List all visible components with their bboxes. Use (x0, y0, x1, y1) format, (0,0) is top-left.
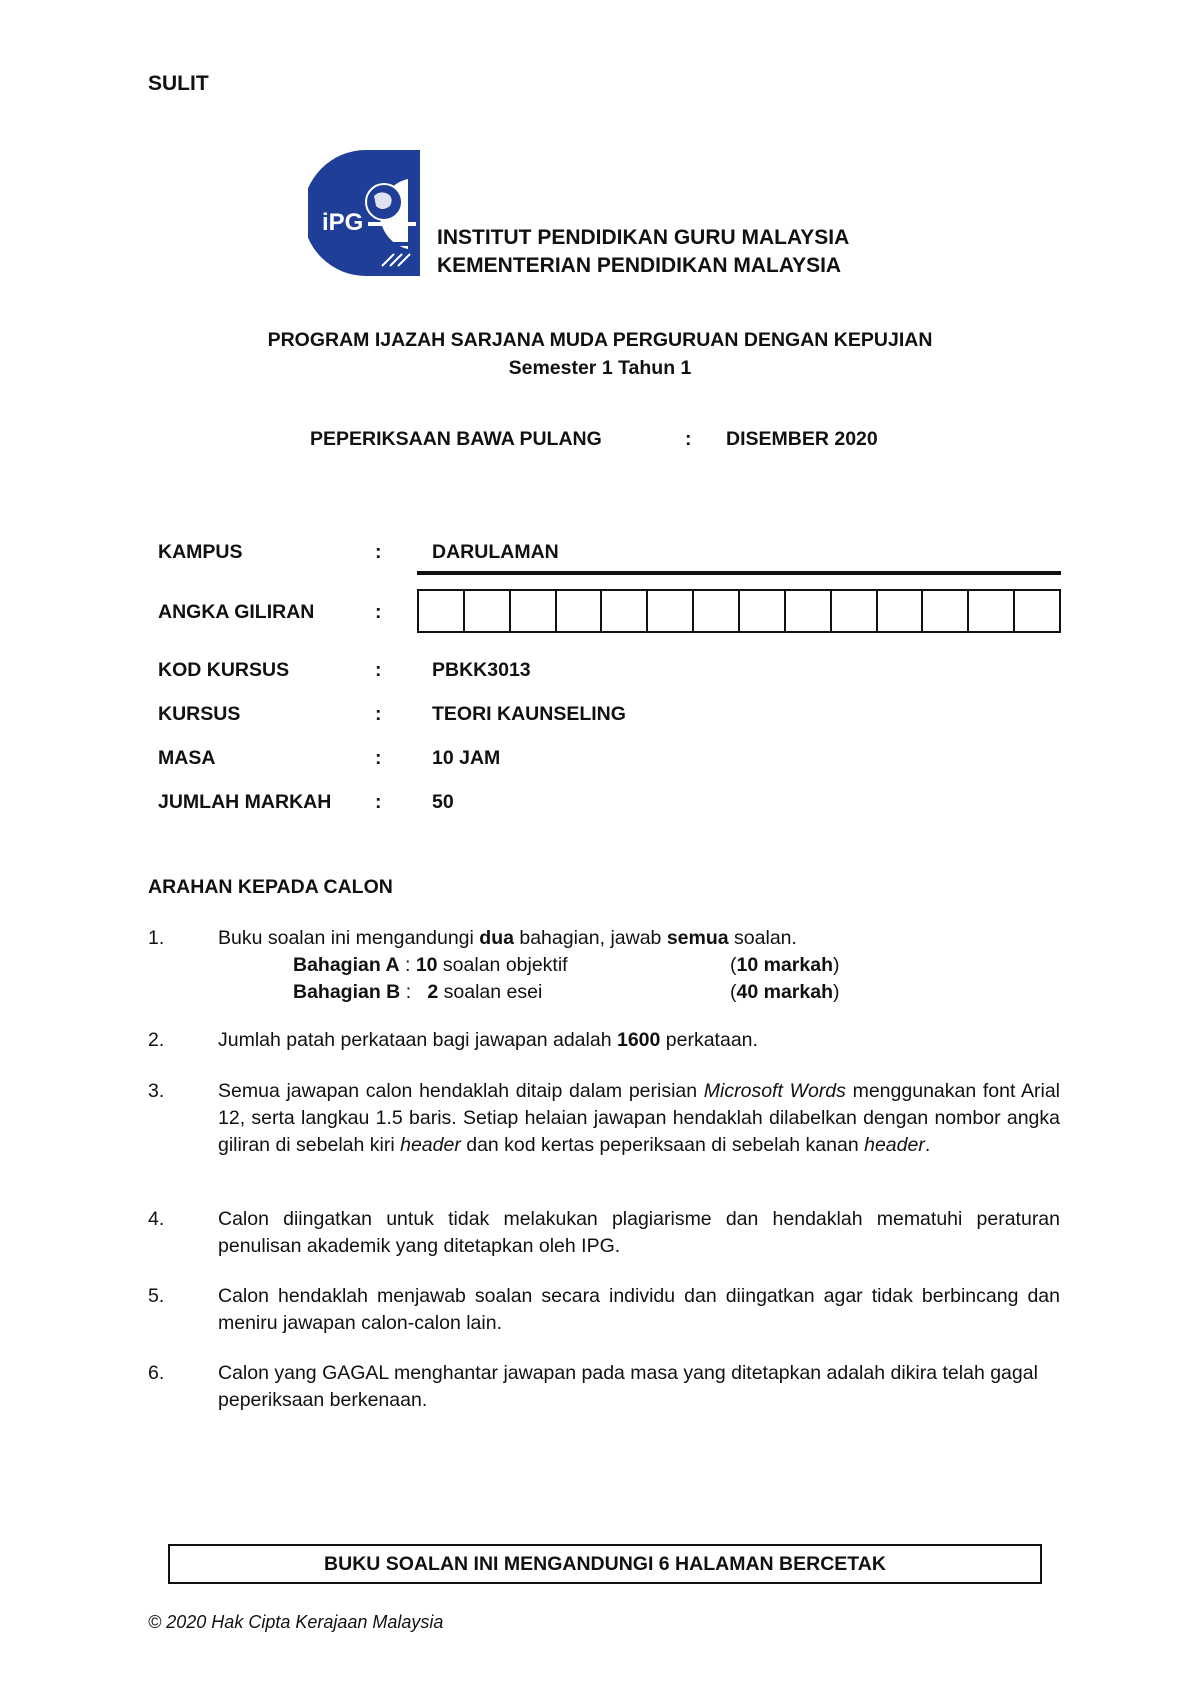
text-segment: soalan esei (438, 981, 543, 1003)
angka-giliran-label: ANGKA GILIRAN (158, 601, 315, 623)
program-title: PROGRAM IJAZAH SARJANA MUDA PERGURUAN DENGAN KEPUJIAN (267, 329, 933, 351)
instruction-item-4 (148, 1206, 1060, 1262)
kampus-value: DARULAMAN (432, 541, 559, 563)
masa-label: MASA (158, 747, 216, 769)
giliran-cell[interactable] (602, 591, 648, 631)
instruction-item-6 (148, 1360, 1060, 1416)
bahagian-a (293, 952, 568, 979)
kod-kursus-label: KOD KURSUS (158, 659, 290, 681)
exam-separator: : (685, 428, 692, 450)
item-text (218, 925, 1060, 952)
text-segment: Jumlah patah perkataan bagi jawapan adalah (218, 1029, 617, 1051)
text-segment: ) (832, 954, 840, 976)
italic-segment: header (400, 1134, 461, 1156)
item-number: 2. (148, 1029, 165, 1051)
kursus-colon: : (375, 703, 382, 725)
program-semester: Semester 1 Tahun 1 (508, 357, 692, 379)
bold-segment: 1600 (616, 1029, 661, 1051)
text-segment: . (924, 1134, 931, 1156)
bahagian-a-count: 10 (415, 954, 438, 976)
giliran-cell[interactable] (740, 591, 786, 631)
item-number: 3. (148, 1080, 165, 1102)
kursus-value: TEORI KAUNSELING (432, 703, 626, 725)
institution-line-1: INSTITUT PENDIDIKAN GURU MALAYSIA (437, 226, 850, 249)
copyright-notice: © 2020 Hak Cipta Kerajaan Malaysia (148, 1612, 444, 1632)
exam-date: DISEMBER 2020 (726, 428, 878, 450)
item-text: Calon diingatkan untuk tidak melakukan plagiarisme dan hendaklah mematuhi peraturan penulisan akademik yang ditetapkan oleh IPG. (218, 1208, 1060, 1257)
giliran-cell[interactable] (648, 591, 694, 631)
instruction-item-3 (148, 1078, 1060, 1188)
item-number: 6. (148, 1362, 165, 1384)
jumlah-markah-colon: : (375, 791, 382, 813)
text-segment: soalan. (728, 927, 797, 949)
bahagian-b (293, 979, 542, 1006)
marks-value: 40 markah (736, 981, 833, 1003)
institution-line-2: KEMENTERIAN PENDIDIKAN MALAYSIA (437, 254, 842, 277)
instruction-item-5 (148, 1283, 1060, 1339)
text-segment: soalan objektif (437, 954, 568, 976)
marks-value: 10 markah (736, 954, 833, 976)
item-number: 4. (148, 1208, 165, 1230)
giliran-cell[interactable] (465, 591, 511, 631)
institution-name (437, 224, 849, 280)
text-segment: menggunakan font Arial 12, serta langkau 1.5 baris. Setiap helaian jawapan hendaklah dilabelkan dengan nombor angka giliran di sebelah kiri (218, 1080, 1061, 1156)
kampus-underline (417, 571, 1061, 575)
masa-colon: : (375, 747, 382, 769)
bahagian-a-label: Bahagian A (293, 954, 400, 976)
text-segment: : (399, 954, 416, 976)
angka-giliran-colon: : (375, 601, 382, 623)
giliran-cell[interactable] (1015, 591, 1059, 631)
text-segment: dan kod kertas peperiksaan di sebelah kanan (460, 1134, 865, 1156)
giliran-cell[interactable] (969, 591, 1015, 631)
text-segment: Buku soalan ini mengandungi (218, 927, 480, 949)
jumlah-markah-value: 50 (432, 791, 454, 813)
giliran-cell[interactable] (511, 591, 557, 631)
kod-kursus-value: PBKK3013 (432, 659, 531, 681)
ipg-logo-icon (308, 148, 422, 278)
item-text: Calon yang GAGAL menghantar jawapan pada masa yang ditetapkan adalah dikira telah gagal peperiksaan berkenaan. (218, 1362, 1038, 1411)
giliran-cell[interactable] (786, 591, 832, 631)
bold-segment: dua (479, 927, 514, 949)
bahagian-b-label: Bahagian B (293, 981, 401, 1003)
item-text: Calon hendaklah menjawab soalan secara individu dan diingatkan agar tidak berbincang dan meniru jawapan calon-calon lain. (218, 1285, 1060, 1334)
text-segment: : (400, 981, 428, 1003)
kampus-colon: : (375, 541, 382, 563)
item-text (218, 1078, 1060, 1159)
exam-label: PEPERIKSAAN BAWA PULANG (310, 428, 602, 450)
bahagian-b-count: 2 (427, 981, 439, 1003)
program-heading (0, 326, 1200, 382)
text-segment: ) (832, 981, 840, 1003)
item-text (218, 1027, 1060, 1054)
kursus-label: KURSUS (158, 703, 241, 725)
bahagian-a-marks (730, 952, 839, 979)
italic-segment: header (864, 1134, 925, 1156)
giliran-cell[interactable] (878, 591, 924, 631)
giliran-cell[interactable] (832, 591, 878, 631)
kampus-label: KAMPUS (158, 541, 243, 563)
instructions-title: ARAHAN KEPADA CALON (148, 876, 393, 898)
text-segment: bahagian, jawab (513, 927, 667, 949)
text-segment: Semua jawapan calon hendaklah ditaip dalam perisian (218, 1080, 704, 1102)
classification-label: SULIT (148, 72, 209, 95)
jumlah-markah-label: JUMLAH MARKAH (158, 791, 332, 813)
giliran-cell[interactable] (694, 591, 740, 631)
page-count-notice: BUKU SOALAN INI MENGANDUNGI 6 HALAMAN BERCETAK (168, 1544, 1042, 1584)
bahagian-b-marks (730, 979, 839, 1006)
masa-value: 10 JAM (432, 747, 501, 769)
giliran-cell[interactable] (419, 591, 465, 631)
giliran-cell[interactable] (557, 591, 603, 631)
angka-giliran-boxes[interactable] (417, 589, 1061, 633)
item-number: 1. (148, 927, 165, 949)
kod-kursus-colon: : (375, 659, 382, 681)
text-segment: perkataan. (660, 1029, 758, 1051)
giliran-cell[interactable] (923, 591, 969, 631)
instruction-item-2 (148, 1027, 1060, 1057)
instruction-item-1 (148, 925, 1060, 1015)
bold-segment: semua (666, 927, 729, 949)
item-number: 5. (148, 1285, 165, 1307)
italic-segment: Microsoft Words (703, 1080, 846, 1102)
text-segment: ( (730, 981, 737, 1003)
logo-text: iPG (322, 209, 364, 236)
text-segment: ( (730, 954, 737, 976)
